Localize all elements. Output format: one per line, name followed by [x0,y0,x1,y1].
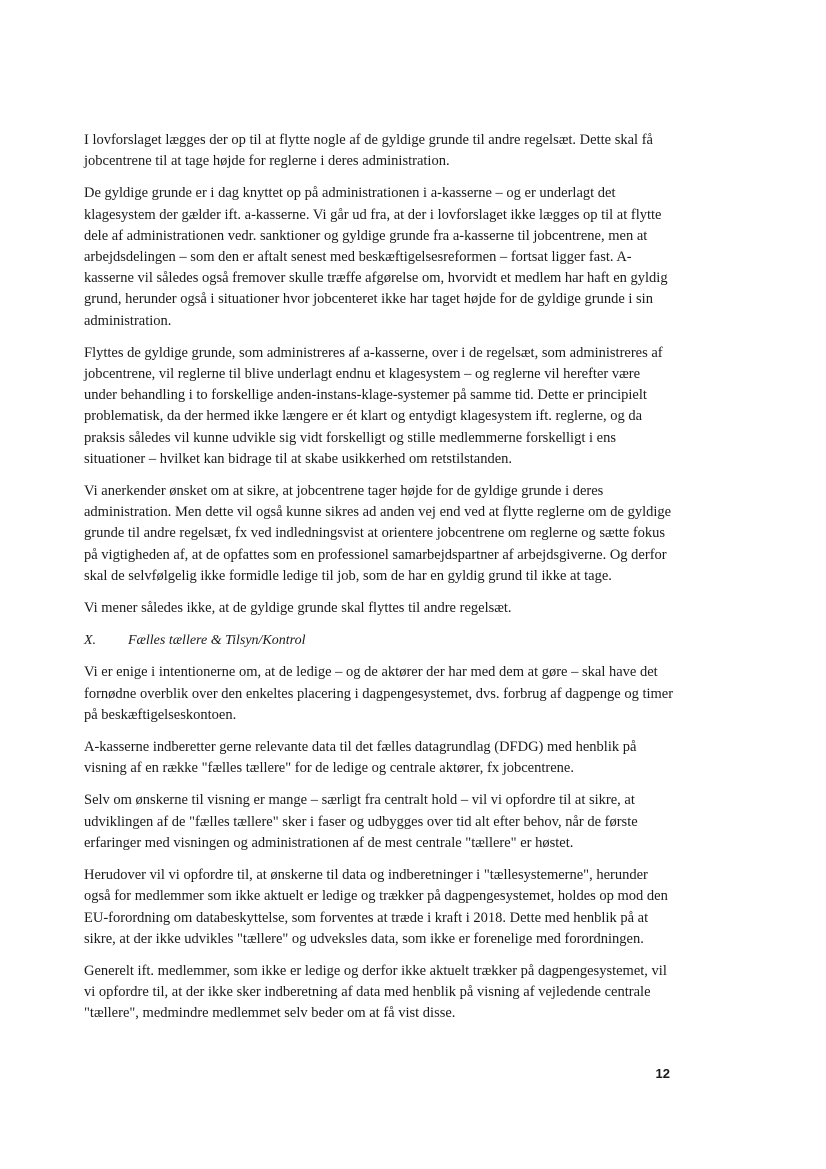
paragraph: De gyldige grunde er i dag knyttet op på administrationen i a-kasserne – og er underlagt det klagesystem der gælder ift. a-kasserne. Vi går ud fra, at der i lovforslaget ikke lægges op til at flytte dele af administrationen vedr. sanktioner og gyldige grunde fra a-kasserne til jobcentrene, men at arbejdsdelingen – som den er aftalt senest med beskæftigelsesreformen – fortsat ligger fast. A-kasserne vil således også fremover skulle træffe afgørelse om, hvorvidt et medlem har haft en gyldig grund, herunder også i situationer hvor jobcenteret ikke har taget højde for de gyldige grunde i sin administration. [84,185,668,329]
paragraph: Vi anerkender ønsket om at sikre, at jobcentrene tager højde for de gyldige grunde i deres administration. Men dette vil også kunne sikres ad anden vej end ved at flytte reglerne om de gyldige grunde til andre regelsæt, fx ved indledningsvist at orientere jobcentrene om reglerne og sætte fokus på vigtigheden af, at de opfattes som en professionel samarbejdspartner af arbejdsgiverne. Og derfor skal de selvfølgelig ikke formidle ledige til job, som de har en gyldig grund til ikke at tage. [84,483,672,584]
section-number: X. [84,633,97,649]
section-title: Fælles tællere & Tilsyn/Kontrol [128,633,306,649]
paragraph: Flyttes de gyldige grunde, som administreres af a-kasserne, over i de regelsæt, som administreres af jobcentrene, vil reglerne til blive underlagt endnu et klagesystem – og reglerne vil herefter være under behandling i to forskellige anden-instans-klage-systemer på samme tid. Dette er principielt problematisk, da der hermed ikke længere er ét klart og entydigt klagesystem ift. reglerne, og da praksis således vil kunne udvikle sig vidt forskelligt og stille medlemmerne forskelligt i ens situationer – hvilket kan bidrage til at skabe usikkerhed om retstilstanden. [84,344,663,467]
document-body [84,130,674,1036]
page-number: 12 [655,1066,670,1081]
paragraph: Vi er enige i intentionerne om, at de ledige – og de aktører der har med dem at gøre – skal have det fornødne overblik over den enkeltes placering i dagpengesystemet, dvs. forbrug af dagpenge og timer på beskæftigelseskontoen. [84,664,674,723]
paragraph: A-kasserne indberetter gerne relevante data til det fælles datagrundlag (DFDG) med henblik på visning af en række "fælles tællere" for de ledige og centrale aktører, fx jobcentrene. [84,739,637,777]
paragraph: Generelt ift. medlemmer, som ikke er ledige og derfor ikke aktuelt trækker på dagpengesystemet, vil vi opfordre til, at der ikke sker indberetning af data med henblik på visning af vejledende centrale "tællere", medmindre medlemmet selv beder om at få vist disse. [84,962,667,1022]
paragraph: I lovforslaget lægges der op til at flytte nogle af de gyldige grunde til andre regelsæt. Dette skal få jobcentrene til at tage højde for reglerne i deres administration. [84,132,653,170]
paragraph: Herudover vil vi opfordre til, at ønskerne til data og indberetninger i "tællesystemerne", herunder også for medlemmer som ikke aktuelt er ledige og trækker på dagpengesystemet, holdes op mod den EU-forordning om databeskyttelse, som forventes at træde i kraft i 2018. Dette med henblik på at sikre, at der ikke udvikles "tællere" og udveksles data, som ikke er forenelige med forordningen. [84,867,668,947]
section-heading [84,630,674,651]
paragraph: Vi mener således ikke, at de gyldige grunde skal flyttes til andre regelsæt. [84,600,512,617]
paragraph: Selv om ønskerne til visning er mange – særligt fra centralt hold – vil vi opfordre til at sikre, at udviklingen af de "fælles tællere" sker i faser og udbygges over tid alt efter behov, når de første erfaringer med visningen og administrationen af de mest centrale "tællere" er høstet. [84,792,638,851]
